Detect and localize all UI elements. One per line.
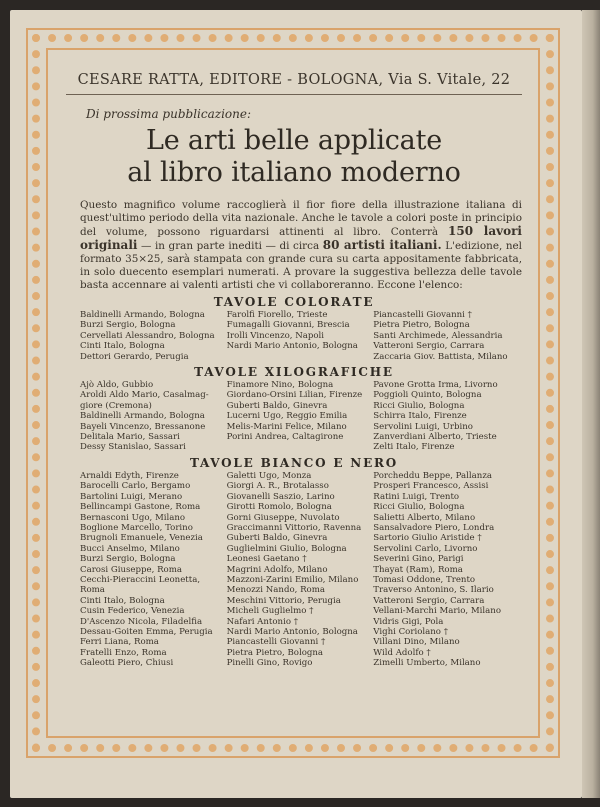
artist-entry: Wild Adolfo † xyxy=(373,647,431,658)
description-highlight-2: 80 artisti italiani. xyxy=(322,238,442,252)
artist-entry: Ricci Giulio, Bologna xyxy=(373,400,465,411)
artist-entry: Bucci Anselmo, Milano xyxy=(80,543,180,554)
artist-entry: Dessau-Goiten Emma, Perugia xyxy=(80,626,213,637)
artist-column xyxy=(373,310,520,362)
artist-entry: Arnaldi Edyth, Firenze xyxy=(80,470,179,481)
artist-column xyxy=(80,310,227,362)
artist-entry: Galetti Ugo, Monza xyxy=(226,470,312,481)
artist-entry: Cervellati Alessandro, Bologna xyxy=(80,330,215,341)
artist-entry: Bellincampi Gastone, Roma xyxy=(80,502,201,513)
artist-entry: Vidris Gigi, Pola xyxy=(373,616,444,627)
artist-entry: Santi Archimede, Alessandria xyxy=(373,330,503,341)
artist-entry: Nardi Mario Antonio, Bologna xyxy=(226,341,358,352)
artist-entry: Finamore Nino, Bologna xyxy=(226,380,334,391)
artist-entry: giore (Cremona) xyxy=(80,400,152,411)
artist-entry: Guberti Baldo, Ginevra xyxy=(226,400,328,411)
artist-entry: Piancastelli Giovanni † xyxy=(373,310,472,320)
artist-entry: Micheli Guglielmo † xyxy=(226,606,314,617)
description-part-1: Questo magnifico volume raccoglierà il fior fiore della illustrazione italiana di quest'ultimo periodo della vita nazionale. Anche le tavole a colori poste in principio del volume, possono riguardarsi attinenti al libro. Conterrà xyxy=(80,199,522,238)
artist-entry: Magrini Adolfo, Milano xyxy=(226,564,328,575)
artist-entry: Schirra Italo, Firenze xyxy=(373,411,467,422)
artist-entry: Boglione Marcello, Torino xyxy=(80,522,193,533)
artist-entry: Dessy Stanislao, Sassari xyxy=(80,442,186,453)
artist-entry: Giovanelli Saszio, Larino xyxy=(226,491,335,502)
artist-entry: Fumagalli Giovanni, Brescia xyxy=(226,320,350,331)
description-part-3: L'edizione, nel formato 35×25, sarà stampata con grande cura su carta appositamente fabbricata, in solo duecento esemplari numerati. A provare la suggestiva bellezza delle tavole basta accennare ai valenti artisti che vi collaboreranno. Eccone l'elenco: xyxy=(80,240,523,291)
section-heading: TAVOLE COLORATE xyxy=(213,295,375,309)
artist-entry: Prosperi Francesco, Assisi xyxy=(373,481,489,492)
section-heading: TAVOLE BIANCO E NERO xyxy=(189,455,399,470)
artist-entry: Pavone Grotta Irma, Livorno xyxy=(373,380,498,391)
artist-entry: Carosi Giuseppe, Roma xyxy=(80,564,182,575)
artist-entry: Menozzi Nando, Roma xyxy=(226,585,326,596)
artist-entry: Sansalvadore Piero, Londra xyxy=(373,522,495,533)
artist-entry: Farolfi Fiorello, Trieste xyxy=(226,310,328,320)
artist-entry: Zaccaria Giov. Battista, Milano xyxy=(373,351,508,362)
artist-entry: Baldinelli Armando, Bologna xyxy=(80,310,205,320)
artist-entry: Leonesi Gaetano † xyxy=(226,554,307,565)
description-highlight-1: 150 lavori originali xyxy=(80,224,522,252)
artist-entry: Salietti Alberto, Milano xyxy=(373,512,476,523)
artist-entry: Burzi Sergio, Bologna xyxy=(80,320,176,331)
artist-entry: Melis-Marini Felice, Milano xyxy=(226,421,347,432)
artist-column xyxy=(227,380,374,453)
artist-entry: Delitala Mario, Sassari xyxy=(80,432,180,443)
artist-entry: D'Ascenzo Nicola, Filadelfia xyxy=(80,616,203,627)
artist-entry: Cecchi-Pieraccini Leonetta, xyxy=(80,574,201,585)
intro-label: Di prossima pubblicazione: xyxy=(86,107,251,121)
artist-entry: Graccimanni Vittorio, Ravenna xyxy=(226,522,362,533)
artist-entry: Villani Dino, Milano xyxy=(373,637,460,648)
artist-entry: Irolli Vincenzo, Napoli xyxy=(226,330,325,341)
divider xyxy=(66,94,522,95)
artist-entry: Pietra Pietro, Bologna xyxy=(226,647,324,658)
artist-entry: Mazzoni-Zarini Emilio, Milano xyxy=(226,574,359,585)
artist-entry: Zanverdiani Alberto, Trieste xyxy=(373,432,497,443)
artist-entry: Cusin Federico, Venezia xyxy=(80,606,185,617)
artist-entry: Bernasconi Ugo, Milano xyxy=(80,512,186,523)
artist-entry: Girotti Romolo, Bologna xyxy=(226,502,332,513)
artist-entry: Vighi Coriolano † xyxy=(373,626,448,637)
artist-entry: Traverso Antonino, S. Ilario xyxy=(373,585,494,596)
artist-entry: Roma xyxy=(80,585,105,596)
artist-entry: Nardi Mario Antonio, Bologna xyxy=(226,626,358,637)
description-paragraph xyxy=(80,199,522,292)
artist-entry: Nafari Antonio † xyxy=(226,616,299,627)
artist-entry: Pietra Pietro, Bologna xyxy=(373,320,470,331)
artist-entry: Servolini Carlo, Livorno xyxy=(373,543,478,554)
artist-entry: Zimelli Umberto, Milano xyxy=(373,658,481,669)
artist-column xyxy=(80,471,227,669)
artist-entry: Aroldi Aldo Mario, Casalmag- xyxy=(80,390,209,401)
section-heading: TAVOLE XILOGRAFICHE xyxy=(194,365,394,380)
artist-entry: Baldinelli Armando, Bologna xyxy=(80,411,205,422)
artist-entry: Porini Andrea, Caltagirone xyxy=(226,432,344,443)
artist-entry: Thayat (Ram), Roma xyxy=(373,564,463,575)
artist-entry: Vatteroni Sergio, Carrara xyxy=(373,341,485,352)
artist-column xyxy=(373,380,520,453)
artist-entry: Cinti Italo, Bologna xyxy=(80,595,165,606)
artist-entry: Severini Gino, Parigi xyxy=(373,554,464,565)
artist-entry: Vellani-Marchi Mario, Milano xyxy=(373,606,501,617)
artist-entry: Lucerni Ugo, Reggio Emilia xyxy=(226,411,348,422)
artist-entry: Vatteroni Sergio, Carrara xyxy=(373,595,485,606)
artist-entry: Cinti Italo, Bologna xyxy=(80,341,165,352)
title-line-1: Le arti belle applicate xyxy=(145,125,443,156)
artist-entry: Brugnoli Emanuele, Venezia xyxy=(80,533,203,544)
artist-column xyxy=(80,380,227,453)
artist-entry: Giorgi A. R., Brotalasso xyxy=(226,481,329,492)
artist-entry: Ricci Giulio, Bologna xyxy=(373,502,465,513)
artist-entry: Burzi Sergio, Bologna xyxy=(80,554,176,565)
artist-entry: Dettori Gerardo, Perugia xyxy=(80,351,189,362)
artist-entry: Servolini Luigi, Urbino xyxy=(373,421,473,432)
description-part-2: — in gran parte inediti — di circa xyxy=(137,240,323,252)
artist-entry: Ajò Aldo, Gubbio xyxy=(80,380,154,391)
artist-entry: Zelti Italo, Firenze xyxy=(373,442,455,453)
artist-entry: Piancastelli Giovanni † xyxy=(226,637,326,648)
artist-entry: Galeotti Piero, Chiusi xyxy=(80,658,174,669)
publisher-line: CESARE RATTA, EDITORE - BOLOGNA, Via S. Vitale, 22 xyxy=(77,72,511,88)
book-spine xyxy=(582,10,600,798)
artist-list xyxy=(80,310,520,362)
artist-column xyxy=(227,471,374,669)
artist-entry: Sartorio Giulio Aristide † xyxy=(373,533,482,544)
artist-entry: Gorni Giuseppe, Nuvolato xyxy=(226,512,340,523)
artist-column xyxy=(373,471,520,669)
artist-entry: Ferri Liana, Roma xyxy=(80,637,159,648)
page-content xyxy=(60,60,528,730)
artist-entry: Bayeli Vincenzo, Bressanone xyxy=(80,421,206,432)
artist-entry: Giordano-Orsini Lilian, Firenze xyxy=(226,390,363,401)
artist-entry: Guberti Baldo, Ginevra xyxy=(226,533,328,544)
artist-entry: Poggioli Quinto, Bologna xyxy=(373,390,482,401)
artist-entry: Porcheddu Beppe, Pallanza xyxy=(373,470,492,481)
page-title xyxy=(60,125,528,189)
artist-entry: Tomasi Oddone, Trento xyxy=(373,574,476,585)
artist-entry: Guglielmini Giulio, Bologna xyxy=(226,543,347,554)
artist-entry: Bartolini Luigi, Merano xyxy=(80,491,183,502)
artist-entry: Ratini Luigi, Trento xyxy=(373,491,460,502)
artist-entry: Pinelli Gino, Rovigo xyxy=(226,658,313,669)
title-line-2: al libro italiano moderno xyxy=(127,157,461,188)
artist-sections xyxy=(60,295,528,669)
artist-entry: Fratelli Enzo, Roma xyxy=(80,647,167,658)
artist-list xyxy=(80,380,520,453)
artist-entry: Barocelli Carlo, Bergamo xyxy=(80,481,191,492)
artist-list xyxy=(80,471,520,669)
artist-column xyxy=(227,310,374,362)
artist-entry: Meschini Vittorio, Perugia xyxy=(226,595,341,606)
